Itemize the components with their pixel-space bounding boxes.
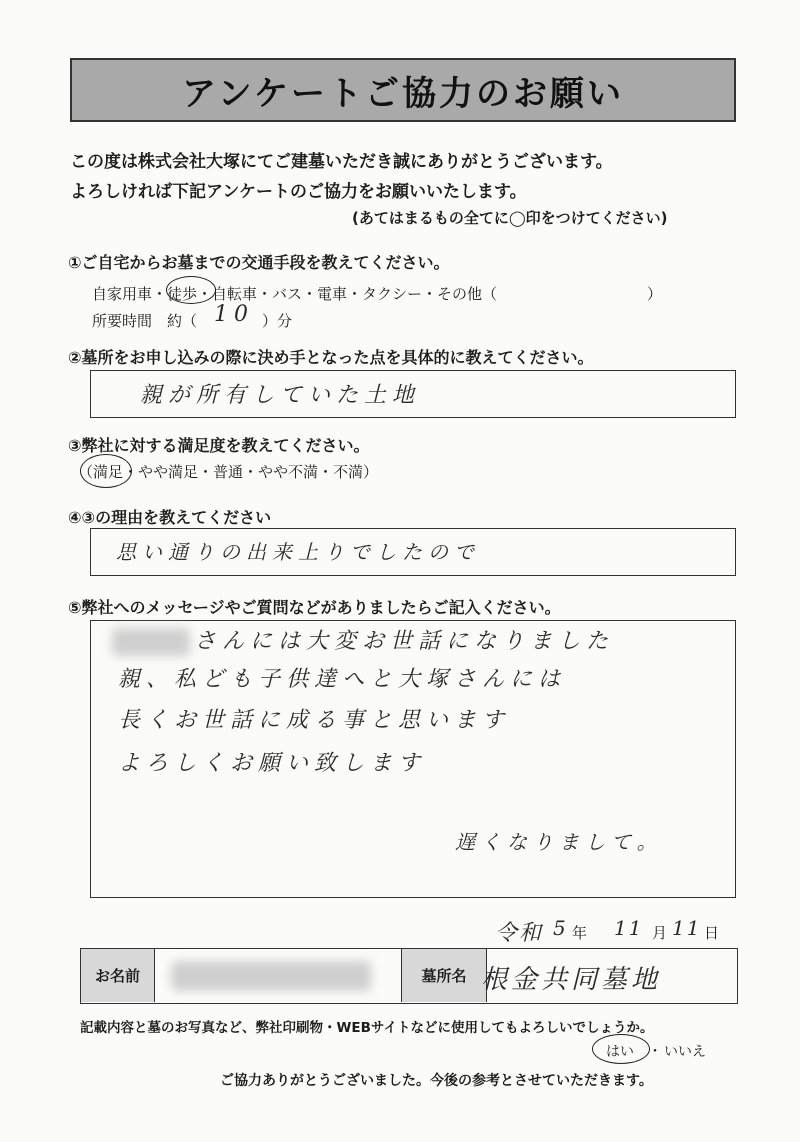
grave-label: 墓所名	[401, 949, 487, 1002]
q5-line-3: 長くお世話に成る事と思います	[118, 708, 511, 733]
consent-question: 記載内容と墓のお写真など、弊社印刷物・WEBサイトなどに使用してもよろしいでしょうか。	[80, 1020, 654, 1036]
q4-answer: 思い通りの出来上りでしたので	[116, 540, 480, 564]
consent-yes: はい	[606, 1044, 634, 1060]
q5-line-4: よろしくお願い致します	[118, 751, 427, 776]
name-label: お名前	[81, 949, 155, 1002]
date-month-label: 月	[652, 924, 668, 942]
q1-time-value: 10	[214, 302, 254, 327]
thanks-message: ご協力ありがとうございました。今後の参考とさせていただきます。	[220, 1073, 653, 1089]
date-year: 5	[553, 916, 572, 940]
intro-line-2: よろしければ下記アンケートのご協力をお願いいたします。	[70, 182, 527, 202]
question-5: ⑤弊社へのメッセージやご質問などがありましたらご記入ください。	[68, 598, 561, 617]
date-year-label: 年	[572, 924, 588, 942]
intro-note: (あてはまるもの全てに◯印をつけてください)	[352, 209, 668, 227]
redacted-name-1	[112, 628, 190, 656]
question-4: ④③の理由を教えてください	[68, 508, 272, 527]
intro-line-1: この度は株式会社大塚にてご建墓いただき誠にありがとうございます。	[70, 152, 613, 172]
consent-yes-circle	[592, 1034, 650, 1064]
q1-time-unit: ）分	[262, 312, 293, 330]
q5-line-1: さんには大変お世話になりました	[194, 629, 615, 654]
date-era: 令和	[495, 921, 544, 946]
date-day: 11	[672, 916, 702, 940]
q1-walk-circle	[166, 276, 216, 304]
question-2: ②墓所をお申し込みの際に決め手となった点を具体的に教えてください。	[68, 348, 594, 367]
date-month: 11	[614, 916, 644, 940]
q1-options: 自家用車・徒歩・自転車・バス・電車・タクシー・その他（ ）	[92, 285, 663, 303]
q5-closing: 遅くなりまして。	[455, 830, 663, 854]
question-3: ③弊社に対する満足度を教えてください。	[68, 436, 370, 455]
grave-value: 根金共同墓地	[481, 965, 662, 995]
signature-table	[80, 948, 738, 1004]
q5-line-2: 親、私ども子供達へと大塚さんには	[118, 667, 567, 692]
date-day-label: 日	[704, 924, 720, 942]
consent-no: いいえ	[664, 1044, 706, 1060]
q3-satisfied-circle	[80, 454, 132, 488]
consent-separator: ・	[648, 1044, 662, 1060]
q2-answer: 親が所有していた土地	[140, 383, 421, 408]
question-1: ①ご自宅からお墓までの交通手段を教えてください。	[68, 253, 450, 272]
survey-title: アンケートご協力のお願い	[70, 58, 736, 122]
q3-options: （満足・やや満足・普通・やや不満・不満）	[78, 463, 379, 481]
q1-time-label: 所要時間 約（	[92, 312, 198, 330]
redacted-name-2	[171, 961, 371, 991]
